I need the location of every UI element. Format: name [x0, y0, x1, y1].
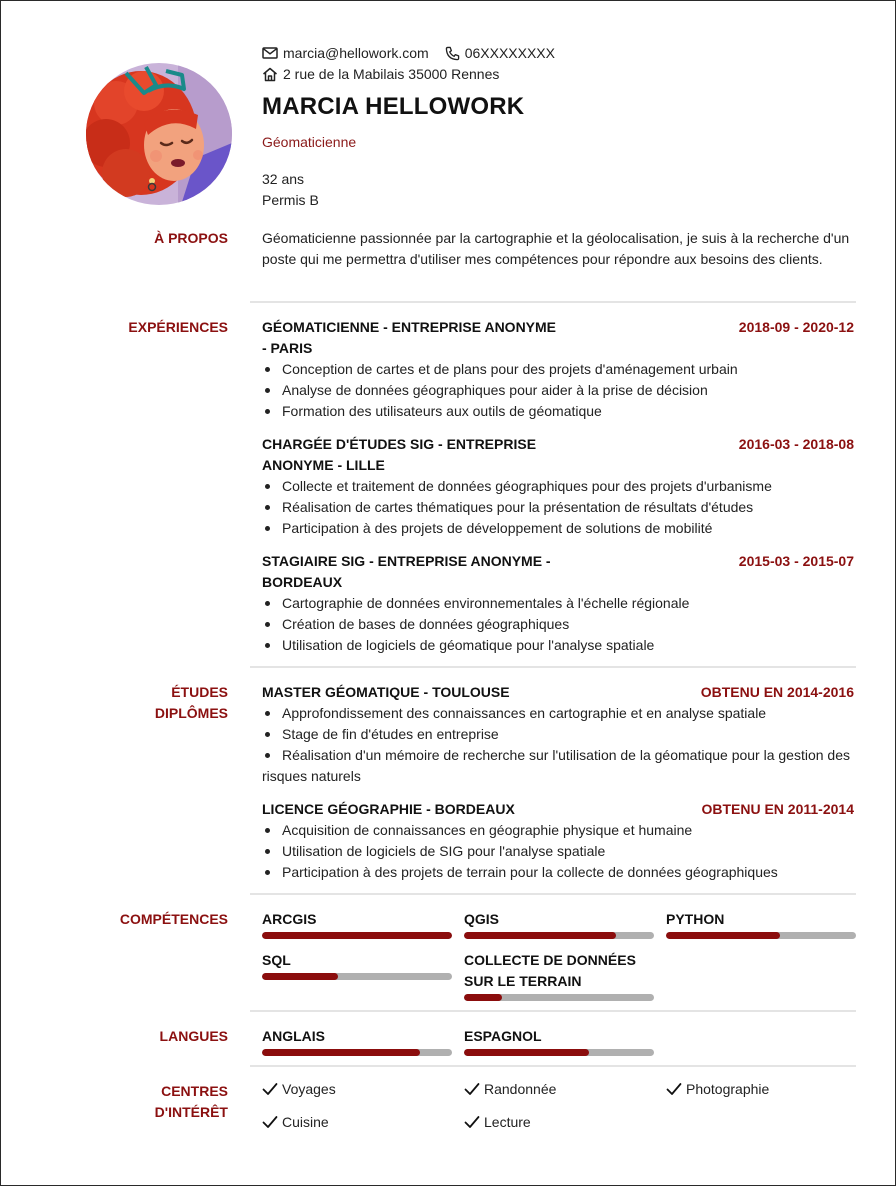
experience-title-line: BORDEAUX [262, 574, 343, 590]
experience-bullets [262, 359, 856, 422]
home-icon [262, 67, 278, 82]
language-item [262, 1026, 452, 1056]
education-bullets [262, 703, 856, 787]
experience-label: EXPÉRIENCES [128, 319, 228, 335]
address-text: 2 rue de la Mabilais 35000 Rennes [283, 66, 500, 82]
skill-name: COLLECTE DE DONNÉES [464, 952, 636, 968]
interest-label: Photographie [686, 1081, 770, 1097]
divider [250, 301, 856, 303]
list-item: Utilisation de logiciels de SIG pour l'analyse spatiale [262, 841, 856, 862]
list-item: Participation à des projets de développement de solutions de mobilité [262, 518, 856, 539]
education-label [155, 682, 228, 724]
interest-item [464, 1114, 531, 1130]
skill-bar-fill [666, 932, 780, 939]
language-bar [464, 1049, 654, 1056]
education-label-line: ÉTUDES [171, 684, 228, 700]
skill-bar [464, 994, 654, 1001]
experience-title [262, 317, 572, 359]
list-item: Stage de fin d'études en entreprise [262, 724, 856, 745]
experience-title [262, 551, 572, 593]
contact-row-1 [262, 43, 571, 63]
skill-name: SQL [262, 952, 291, 968]
skill-item [464, 950, 654, 1001]
skill-item [262, 909, 452, 939]
education-dates: OBTENU EN 2014-2016 [700, 684, 854, 700]
experience-dates: 2018-09 - 2020-12 [738, 319, 854, 335]
list-item: Utilisation de logiciels de géomatique pour l'analyse spatiale [262, 635, 856, 656]
skill-bar-fill [262, 932, 452, 939]
experience-title-line: ANONYME - LILLE [262, 457, 385, 473]
skill-bar [262, 973, 452, 980]
interest-item [464, 1081, 556, 1097]
mail-icon [262, 47, 278, 59]
divider [250, 1010, 856, 1012]
skill-bar-fill [464, 932, 616, 939]
profile-photo [86, 63, 232, 205]
skill-bar [666, 932, 856, 939]
skill-bar [262, 932, 452, 939]
education-bullets [262, 820, 856, 883]
skills-label: COMPÉTENCES [119, 911, 228, 927]
experience-title-line: STAGIAIRE SIG - ENTREPRISE ANONYME - [262, 553, 551, 569]
skill-name: SUR LE TERRAIN [464, 973, 582, 989]
check-icon [262, 1082, 278, 1096]
experience-dates: 2015-03 - 2015-07 [738, 553, 854, 569]
list-item: Cartographie de données environnementales à l'échelle régionale [262, 593, 856, 614]
language-bar-fill [464, 1049, 589, 1056]
education-title: MASTER GÉOMATIQUE - TOULOUSE [262, 684, 510, 700]
list-item: Participation à des projets de terrain pour la collecte de données géographiques [262, 862, 856, 883]
list-item: Création de bases de données géographiques [262, 614, 856, 635]
divider [250, 893, 856, 895]
check-icon [464, 1082, 480, 1096]
list-item: Formation des utilisateurs aux outils de géomatique [262, 401, 856, 422]
interests-label-line: D'INTÉRÊT [154, 1104, 228, 1120]
list-item: Réalisation d'un mémoire de recherche sur l'utilisation de la géomatique pour la gestion des risques naturels [262, 745, 856, 787]
experience-bullets [262, 476, 856, 539]
skill-bar [464, 932, 654, 939]
experience-title-line: - PARIS [262, 340, 313, 356]
language-item [464, 1026, 654, 1056]
interest-item [666, 1081, 769, 1097]
skill-item [262, 950, 452, 980]
phone-icon [445, 46, 460, 61]
language-bar [262, 1049, 452, 1056]
license-text: Permis B [262, 192, 319, 208]
skill-item [464, 909, 654, 939]
job-title: Géomaticienne [262, 134, 357, 150]
education-dates: OBTENU EN 2011-2014 [701, 801, 854, 817]
interest-label: Lecture [484, 1114, 531, 1130]
interest-label: Cuisine [282, 1114, 329, 1130]
experience-title-line: CHARGÉE D'ÉTUDES SIG - ENTREPRISE [262, 436, 537, 452]
languages-label: LANGUES [159, 1028, 228, 1044]
candidate-name: MARCIA HELLOWORK [262, 93, 525, 120]
language-bar-fill [262, 1049, 420, 1056]
age-text: 32 ans [262, 171, 305, 187]
experience-bullets [262, 593, 856, 656]
experience-title-line: GÉOMATICIENNE - ENTREPRISE ANONYME [262, 319, 557, 335]
check-icon [464, 1115, 480, 1129]
email-text: marcia@hellowork.com [283, 45, 429, 61]
divider [250, 666, 856, 668]
skill-bar-fill [262, 973, 338, 980]
interest-label: Voyages [282, 1081, 336, 1097]
list-item: Collecte et traitement de données géographiques pour des projets d'urbanisme [262, 476, 856, 497]
education-label-line: DIPLÔMES [154, 705, 228, 721]
list-item: Approfondissement des connaissances en cartographie et en analyse spatiale [262, 703, 856, 724]
list-item: Analyse de données géographiques pour aider à la prise de décision [262, 380, 856, 401]
contact-row-2 [262, 64, 515, 84]
check-icon [262, 1115, 278, 1129]
interests-label [155, 1081, 228, 1123]
language-name: ANGLAIS [262, 1028, 325, 1044]
skill-bar-fill [464, 994, 502, 1001]
list-item: Acquisition de connaissances en géographie physique et humaine [262, 820, 856, 841]
list-item: Réalisation de cartes thématiques pour la présentation de résultats d'études [262, 497, 856, 518]
skill-item [666, 909, 856, 939]
about-label: À PROPOS [154, 230, 228, 246]
list-item: Conception de cartes et de plans pour des projets d'aménagement urbain [262, 359, 856, 380]
skill-name: ARCGIS [262, 911, 317, 927]
education-title: LICENCE GÉOGRAPHIE - BORDEAUX [262, 801, 515, 817]
skill-name: PYTHON [666, 911, 725, 927]
interest-label: Randonnée [484, 1081, 557, 1097]
experience-dates: 2016-03 - 2018-08 [738, 436, 854, 452]
language-name: ESPAGNOL [464, 1028, 542, 1044]
interest-item [262, 1114, 329, 1130]
check-icon [666, 1082, 682, 1096]
interest-item [262, 1081, 336, 1097]
experience-title [262, 434, 572, 476]
skill-name: QGIS [464, 911, 500, 927]
phone-text: 06XXXXXXXX [464, 45, 555, 61]
about-text: Géomaticienne passionnée par la cartographie et la géolocalisation, je suis à la recherche d'un poste qui me permettra d'utiliser mes compétences pour répondre aux besoins des clients. [262, 230, 850, 267]
divider [250, 1065, 856, 1067]
interests-label-line: CENTRES [161, 1083, 228, 1099]
